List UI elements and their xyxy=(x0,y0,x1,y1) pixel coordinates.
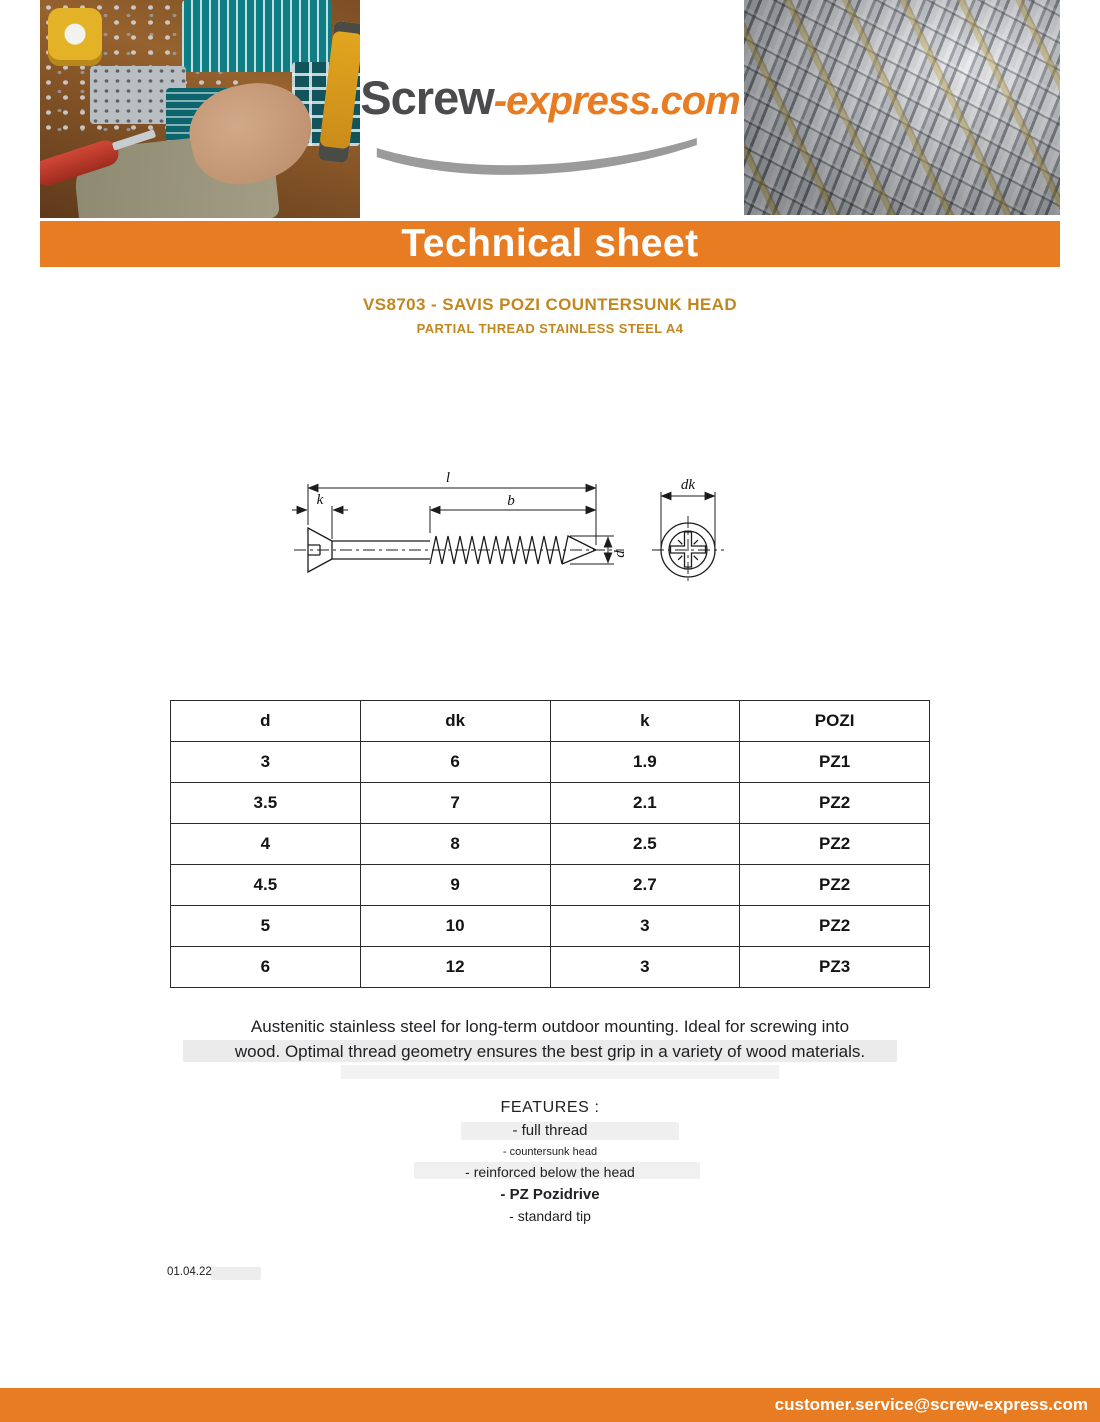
cell-d: 6 xyxy=(171,947,361,988)
cell-dk: 12 xyxy=(360,947,550,988)
product-title-block xyxy=(0,295,1100,336)
description-paragraph xyxy=(0,1014,1100,1064)
cell-k: 3 xyxy=(550,906,740,947)
cell-dk: 9 xyxy=(360,865,550,906)
cell-pozi: PZ2 xyxy=(740,824,930,865)
footer-bar xyxy=(0,1388,1100,1422)
cell-k: 1.9 xyxy=(550,742,740,783)
cell-k: 2.5 xyxy=(550,824,740,865)
table-row xyxy=(171,947,930,988)
col-header-pozi: POZI xyxy=(740,701,930,742)
logo-text-express: -express.com xyxy=(493,79,740,123)
cell-pozi: PZ1 xyxy=(740,742,930,783)
tape-measure-decor xyxy=(48,8,102,66)
description-line-1: Austenitic stainless steel for long-term outdoor mounting. Ideal for screwing into xyxy=(250,1017,850,1036)
cell-d: 5 xyxy=(171,906,361,947)
cell-k: 2.1 xyxy=(550,783,740,824)
description-line-2: wood. Optimal thread geometry ensures the best grip in a variety of wood materials. xyxy=(234,1042,866,1061)
customer-service-email: customer.service@screw-express.com xyxy=(774,1395,1088,1414)
features-block xyxy=(0,1099,1100,1224)
cell-d: 4.5 xyxy=(171,865,361,906)
col-header-k: k xyxy=(550,701,740,742)
cell-pozi: PZ2 xyxy=(740,906,930,947)
col-header-dk: dk xyxy=(360,701,550,742)
logo-text-screw: Screw xyxy=(360,71,494,124)
screw-technical-drawing xyxy=(280,458,750,608)
table-row xyxy=(171,865,930,906)
cell-dk: 10 xyxy=(360,906,550,947)
table-header-row xyxy=(171,701,930,742)
technical-sheet-banner xyxy=(40,221,1060,267)
feature-item-countersunk-head: - countersunk head xyxy=(502,1146,598,1158)
feature-item-standard-tip: - standard tip xyxy=(509,1208,591,1224)
product-subtitle: PARTIAL THREAD STAINLESS STEEL A4 xyxy=(416,321,684,336)
cell-d: 3 xyxy=(171,742,361,783)
product-title: VS8703 - SAVIS POZI COUNTERSUNK HEAD xyxy=(363,295,737,314)
brand-logo xyxy=(0,70,1100,125)
cell-d: 4 xyxy=(171,824,361,865)
table-row xyxy=(171,783,930,824)
cell-d: 3.5 xyxy=(171,783,361,824)
dim-label-k: k xyxy=(316,492,324,508)
col-header-d: d xyxy=(171,701,361,742)
logo-swoosh-decor xyxy=(372,132,702,182)
cell-pozi: PZ3 xyxy=(740,947,930,988)
dim-label-d: d xyxy=(612,550,628,558)
cell-dk: 7 xyxy=(360,783,550,824)
cell-pozi: PZ2 xyxy=(740,783,930,824)
cell-k: 3 xyxy=(550,947,740,988)
dim-label-l: l xyxy=(445,470,451,486)
spec-table xyxy=(170,700,930,988)
feature-item-reinforced: - reinforced below the head xyxy=(465,1164,635,1180)
scan-artifact xyxy=(341,1065,779,1079)
feature-item-full-thread: - full thread xyxy=(512,1122,588,1139)
revision-date: 01.04.22 xyxy=(167,1266,212,1278)
table-row xyxy=(171,824,930,865)
scan-artifact xyxy=(211,1267,261,1280)
dim-label-dk: dk xyxy=(680,477,696,493)
banner-title: Technical sheet xyxy=(401,222,699,265)
features-heading: FEATURES : xyxy=(500,1099,600,1116)
cell-dk: 6 xyxy=(360,742,550,783)
table-row xyxy=(171,906,930,947)
dim-label-b: b xyxy=(507,493,515,509)
table-row xyxy=(171,742,930,783)
cell-pozi: PZ2 xyxy=(740,865,930,906)
feature-item-pz-pozidrive: - PZ Pozidrive xyxy=(500,1186,600,1203)
cell-dk: 8 xyxy=(360,824,550,865)
cell-k: 2.7 xyxy=(550,865,740,906)
